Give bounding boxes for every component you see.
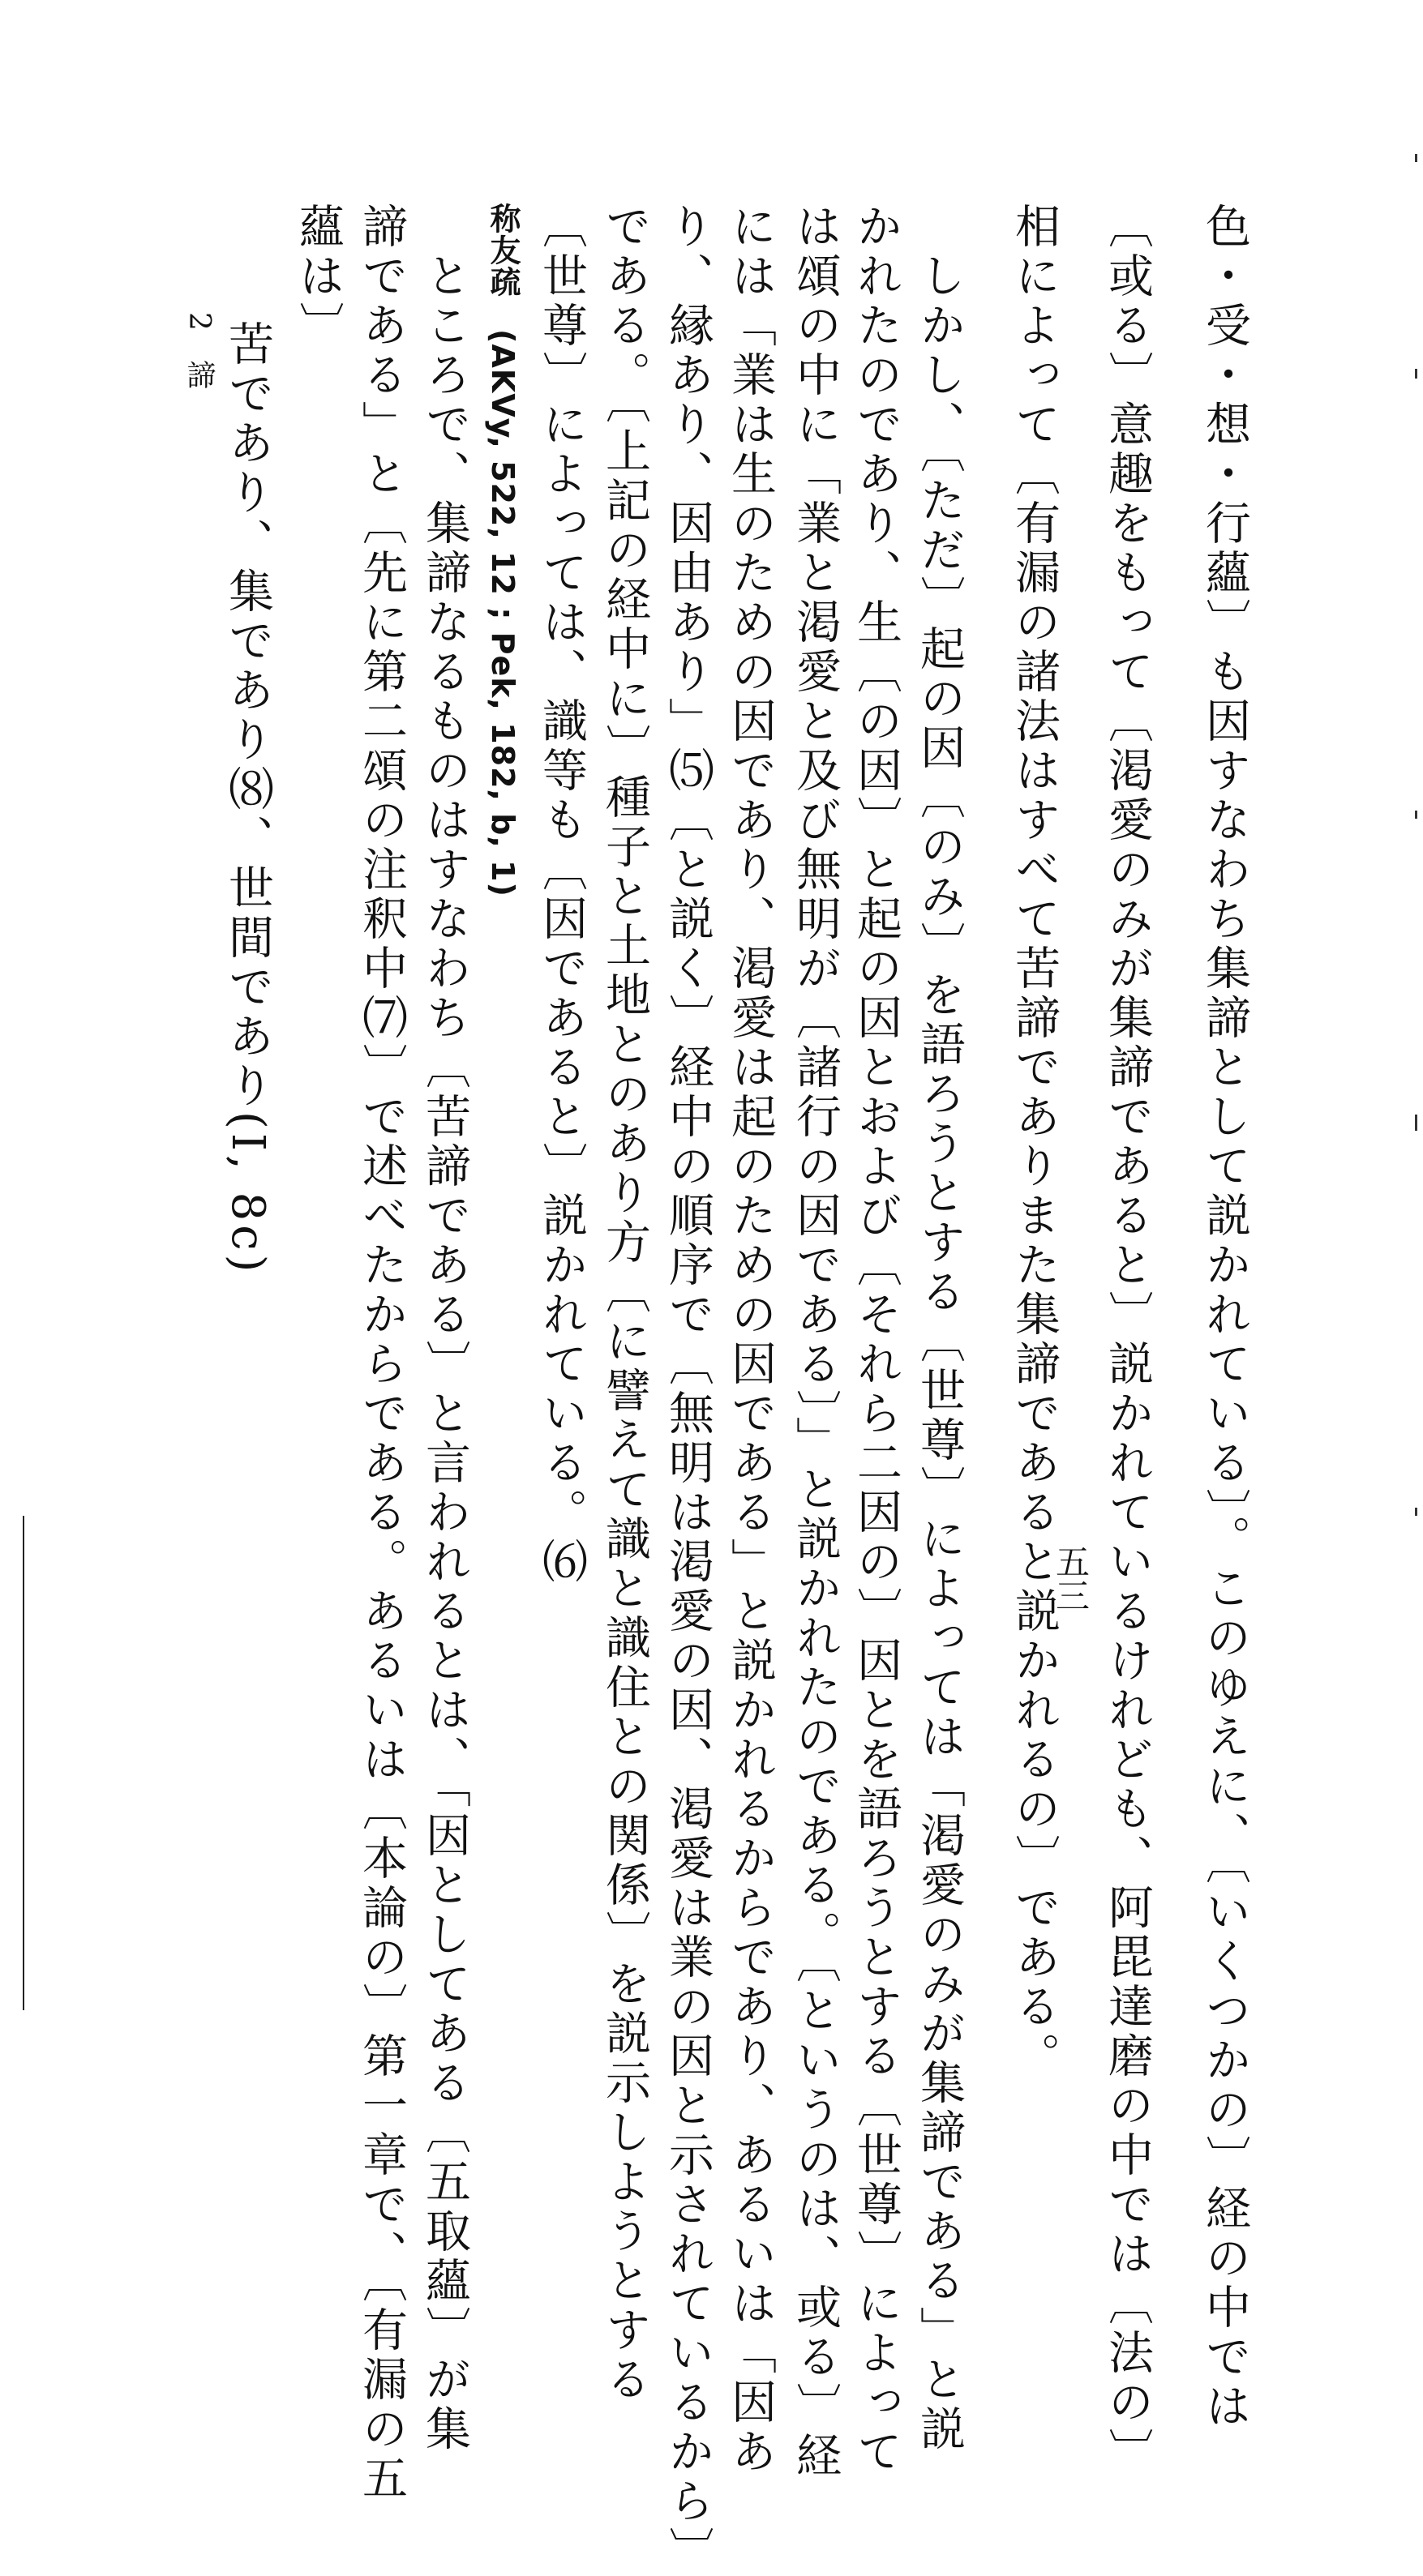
running-head: 2 諦: [182, 312, 216, 389]
page-number: 五三: [1051, 1544, 1091, 1612]
margin-mark: [1415, 154, 1417, 162]
left-margin-rule: [23, 1516, 24, 2010]
text-line-10: 〔世尊〕によっては、識等も〔因であると〕説かれている。⑹: [535, 203, 588, 1587]
text-line-6: は頌の中に「業と渇愛と及び無明が〔諸行の因である〕」と説かれたのである。〔というのは、或る〕経: [789, 203, 842, 2481]
text-line-13: 蘊は〕: [292, 203, 345, 351]
section-heading: 称友疏 (AKVy, 522, 12 ; Pek, 182, b, 1): [485, 203, 521, 897]
text-line-8: り、縁あり、因由あり」⑸〔と説く〕経中の順序で〔無明は渇愛の因、渇愛は業の因と示されているから〕: [662, 203, 714, 2576]
text-line-9: である。〔上記の経中に〕種子と土地とのあり方〔に譬えて識と識住との関係〕を説示しようとする: [598, 203, 651, 2405]
text-line-3: 相によって〔有漏の諸法はすべて苦諦でありまた集諦であると説かれるの〕である。: [1008, 203, 1061, 2082]
text-line-1: 色・受・想・行蘊〕も因すなわち集諦として説かれている〕。このゆえに、〔いくつかの〕経の中では: [1198, 203, 1251, 2432]
margin-mark: [1415, 811, 1417, 819]
text-line-5: かれたのであり、生〔の因〕と起の因とおよび〔それら二因の〕因とを語ろうとする〔世尊〕によって: [850, 203, 902, 2477]
text-line-2: 〔或る〕意趣をもって〔渇愛のみが集諦であると〕説かれているけれども、阿毘達磨の中では〔法の〕: [1101, 203, 1154, 2477]
margin-mark: [1415, 1115, 1417, 1131]
text-line-7: には「業は生のための因であり、渇愛は起のための因である」と説かれるからであり、あるいは「因あ: [724, 203, 777, 2477]
margin-mark: [1415, 369, 1417, 379]
text-line-11: ところで、集諦なるものはすなわち〔苦諦である〕と言われるとは、「因としてある〔五取蘊〕が集: [418, 203, 471, 2454]
verse-line: 苦であり、集であり⑻、世間であり(I, 8c): [221, 320, 274, 1277]
text-line-12: 諦である」と〔先に第二頌の注釈中⑺〕で述べたからである。あるいは〔本論の〕第一章で、〔有漏の五: [355, 203, 408, 2504]
text-line-4: しかし、〔ただ〕起の因〔のみ〕を語ろうとする〔世尊〕によっては「渇愛のみが集諦である」と説: [913, 203, 966, 2454]
margin-mark: [1415, 1508, 1417, 1516]
